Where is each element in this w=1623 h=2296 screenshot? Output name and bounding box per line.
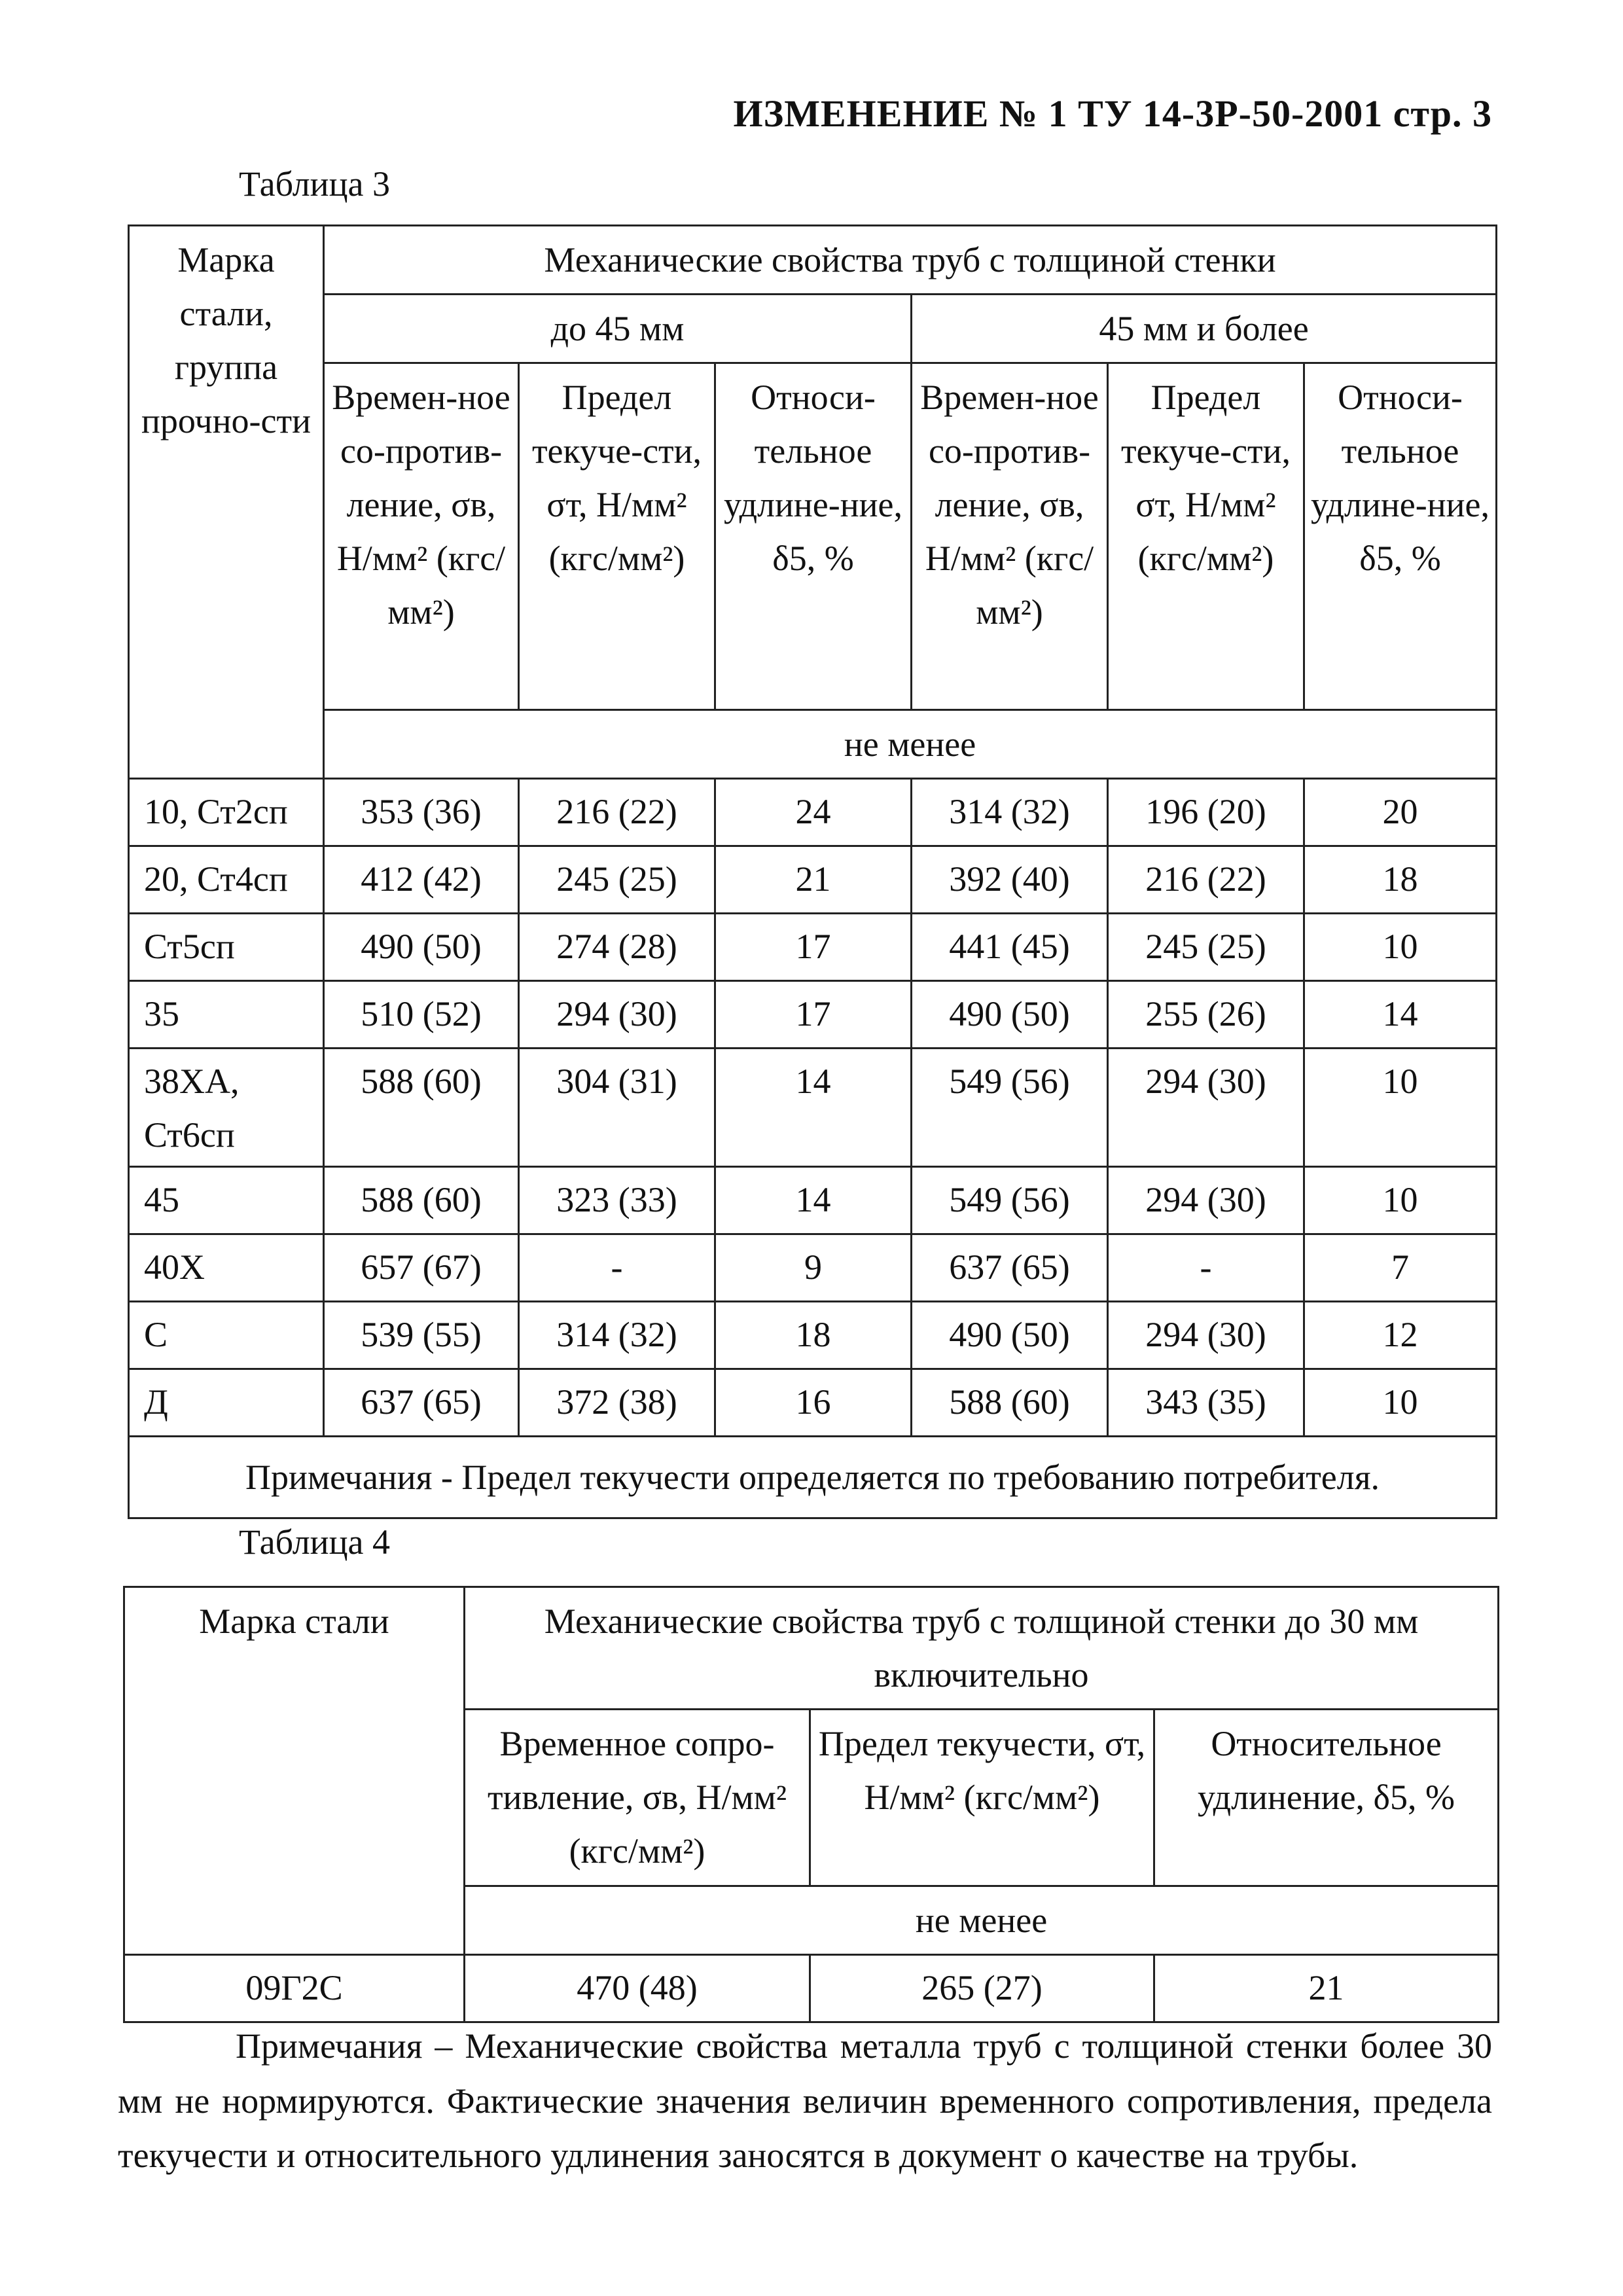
value-cell: 588 (60) <box>324 1049 519 1167</box>
value-cell: 12 <box>1304 1302 1497 1369</box>
value-cell: 588 (60) <box>324 1167 519 1234</box>
table3-min-label: не менее <box>324 710 1497 779</box>
value-cell: 294 (30) <box>1108 1167 1304 1234</box>
value-cell: 265 (27) <box>810 1955 1154 2022</box>
value-cell: 245 (25) <box>519 846 715 914</box>
grade-cell: 45 <box>129 1167 324 1234</box>
value-cell: 216 (22) <box>519 779 715 846</box>
value-cell: 20 <box>1304 779 1497 846</box>
value-cell: 412 (42) <box>324 846 519 914</box>
value-cell: 14 <box>715 1167 912 1234</box>
value-cell: 24 <box>715 779 912 846</box>
value-cell: 294 (30) <box>1108 1302 1304 1369</box>
value-cell: 304 (31) <box>519 1049 715 1167</box>
table-row <box>129 1234 1497 1302</box>
table4-col-elong: Относительное удлинение, δ5, % <box>1154 1710 1499 1886</box>
table-row <box>129 1302 1497 1369</box>
table3-sub-header-45plus: 45 мм и более <box>912 295 1497 363</box>
table3 <box>128 224 1497 1519</box>
value-cell: 294 (30) <box>1108 1049 1304 1167</box>
value-cell: 17 <box>715 981 912 1049</box>
value-cell: 441 (45) <box>912 914 1108 981</box>
value-cell: 314 (32) <box>519 1302 715 1369</box>
value-cell: 10 <box>1304 1049 1497 1167</box>
value-cell: 18 <box>715 1302 912 1369</box>
value-cell: 392 (40) <box>912 846 1108 914</box>
table-row <box>129 846 1497 914</box>
value-cell: 637 (65) <box>912 1234 1108 1302</box>
table4-col-yield: Предел текучести, σт, Н/мм² (кгс/мм²) <box>810 1710 1154 1886</box>
value-cell: 490 (50) <box>912 1302 1108 1369</box>
table3-col-tensile-1: Времен-ное со-против-ление, σв, Н/мм² (кгс/мм²) <box>324 363 519 710</box>
value-cell: 16 <box>715 1369 912 1437</box>
grade-cell: 38ХА, Ст6сп <box>129 1049 324 1167</box>
grade-cell: 40Х <box>129 1234 324 1302</box>
table3-col-yield-1: Предел текуче-сти, σт, Н/мм² (кгс/мм²) <box>519 363 715 710</box>
grade-cell: 10, Ст2сп <box>129 779 324 846</box>
value-cell: 255 (26) <box>1108 981 1304 1049</box>
table4-caption: Таблица 4 <box>239 1522 390 1562</box>
value-cell: 294 (30) <box>519 981 715 1049</box>
table4-min-label: не менее <box>465 1886 1499 1955</box>
table4-group-header: Механические свойства труб с толщиной стенки до 30 мм включительно <box>465 1587 1499 1710</box>
value-cell: 10 <box>1304 1369 1497 1437</box>
table3-sub-header-upto45: до 45 мм <box>324 295 912 363</box>
value-cell: 637 (65) <box>324 1369 519 1437</box>
table-row <box>124 1955 1499 2022</box>
value-cell: 372 (38) <box>519 1369 715 1437</box>
value-cell: 10 <box>1304 914 1497 981</box>
table4 <box>123 1586 1499 2023</box>
value-cell: 245 (25) <box>1108 914 1304 981</box>
table-row <box>129 981 1497 1049</box>
value-cell: 196 (20) <box>1108 779 1304 846</box>
value-cell: 657 (67) <box>324 1234 519 1302</box>
table-row <box>129 914 1497 981</box>
grade-cell: 20, Ст4сп <box>129 846 324 914</box>
value-cell: 21 <box>715 846 912 914</box>
value-cell: - <box>1108 1234 1304 1302</box>
value-cell: 549 (56) <box>912 1049 1108 1167</box>
table4-note: Примечания – Механические свойства металла труб с толщиной стенки более 30 мм не нормируются. Фактические значения величин временного сопротивления, предела текучести и относительного удлинения заносятся в документ о качестве на трубы. <box>118 2026 1492 2176</box>
table-row <box>129 1167 1497 1234</box>
value-cell: 7 <box>1304 1234 1497 1302</box>
value-cell: 274 (28) <box>519 914 715 981</box>
value-cell: 21 <box>1154 1955 1499 2022</box>
value-cell: 314 (32) <box>912 779 1108 846</box>
value-cell: 490 (50) <box>324 914 519 981</box>
table3-grade-header: Марка стали, группа прочно-сти <box>129 226 324 779</box>
value-cell: 470 (48) <box>465 1955 810 2022</box>
table3-col-elong-2: Относи-тельное удлине-ние, δ5, % <box>1304 363 1497 710</box>
value-cell: 14 <box>715 1049 912 1167</box>
table4-grade-header: Марка стали <box>124 1587 465 1955</box>
value-cell: 10 <box>1304 1167 1497 1234</box>
value-cell: 323 (33) <box>519 1167 715 1234</box>
value-cell: 14 <box>1304 981 1497 1049</box>
table3-note: Примечания - Предел текучести определяется по требованию потребителя. <box>129 1437 1497 1518</box>
value-cell: 18 <box>1304 846 1497 914</box>
value-cell: 216 (22) <box>1108 846 1304 914</box>
page-header: ИЗМЕНЕНИЕ № 1 ТУ 14-3Р-50-2001 стр. 3 <box>733 92 1492 135</box>
value-cell: 9 <box>715 1234 912 1302</box>
value-cell: 343 (35) <box>1108 1369 1304 1437</box>
value-cell: 510 (52) <box>324 981 519 1049</box>
table3-col-tensile-2: Времен-ное со-против-ление, σв, Н/мм² (кгс/мм²) <box>912 363 1108 710</box>
table-row <box>129 1049 1497 1167</box>
table3-col-elong-1: Относи-тельное удлине-ние, δ5, % <box>715 363 912 710</box>
table3-group-header: Механические свойства труб с толщиной стенки <box>324 226 1497 295</box>
table-row <box>129 1369 1497 1437</box>
value-cell: 353 (36) <box>324 779 519 846</box>
value-cell: - <box>519 1234 715 1302</box>
grade-cell: 09Г2С <box>124 1955 465 2022</box>
table-row <box>129 779 1497 846</box>
grade-cell: С <box>129 1302 324 1369</box>
value-cell: 490 (50) <box>912 981 1108 1049</box>
table4-col-tensile: Временное сопро-тивление, σв, Н/мм² (кгс/мм²) <box>465 1710 810 1886</box>
value-cell: 549 (56) <box>912 1167 1108 1234</box>
table3-caption: Таблица 3 <box>239 164 390 204</box>
grade-cell: Д <box>129 1369 324 1437</box>
grade-cell: Ст5сп <box>129 914 324 981</box>
table3-col-yield-2: Предел текуче-сти, σт, Н/мм² (кгс/мм²) <box>1108 363 1304 710</box>
value-cell: 539 (55) <box>324 1302 519 1369</box>
grade-cell: 35 <box>129 981 324 1049</box>
value-cell: 588 (60) <box>912 1369 1108 1437</box>
value-cell: 17 <box>715 914 912 981</box>
